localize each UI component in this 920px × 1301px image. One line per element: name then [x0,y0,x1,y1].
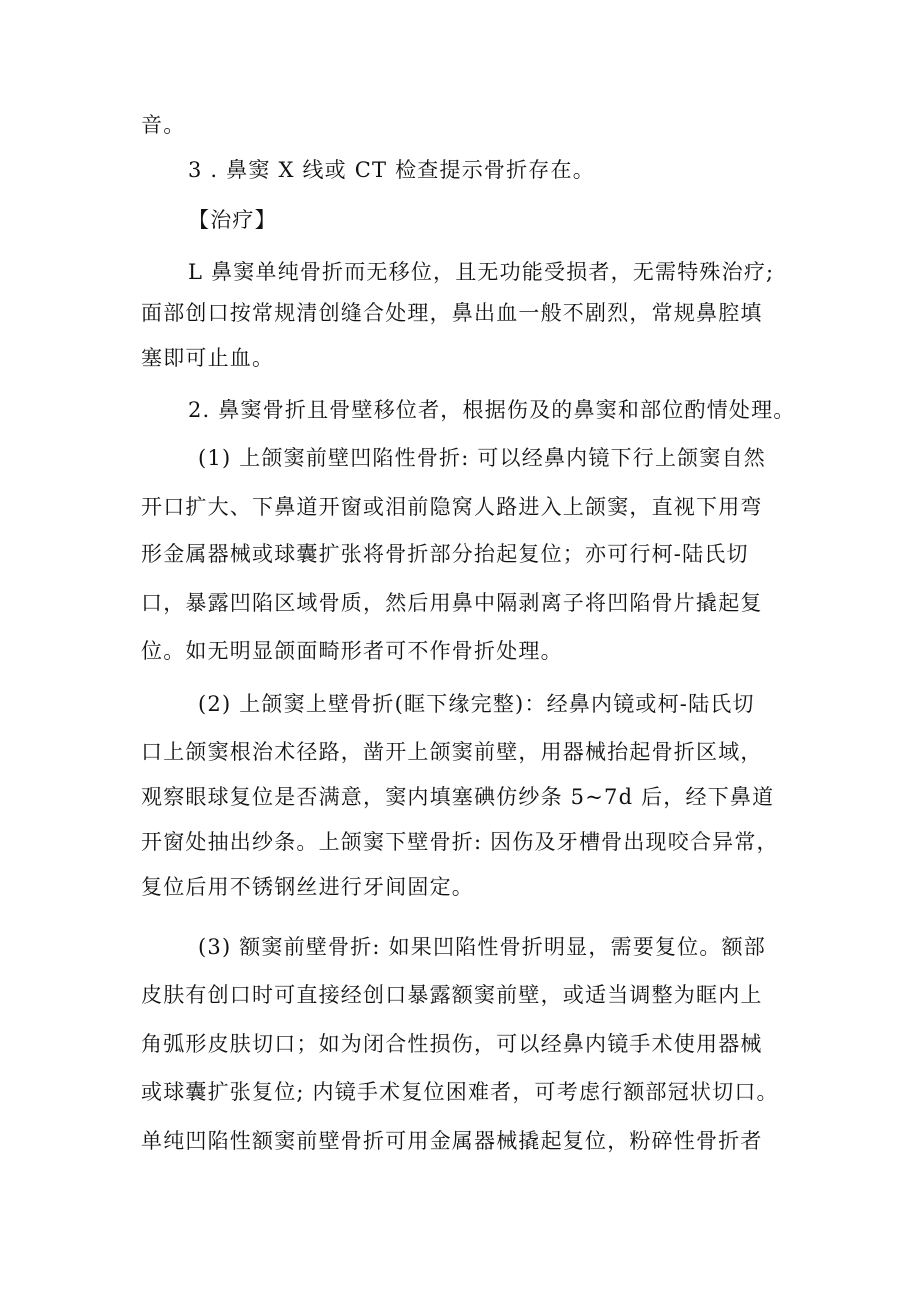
text-line-item-3: (3) 额窦前壁骨折: 如果凹陷性骨折明显，需要复位。额部 [198,935,766,959]
text-line-item-2: (2) 上颌窦上壁骨折(眶下缘完整)：经鼻内镜或柯-陆氏切 [198,692,755,716]
text-line: 口上颌窦根治术径路，凿开上颌窦前壁，用器械抬起骨折区域， [141,740,763,764]
text-line: 角弧形皮肤切口；如为闭合性损伤，可以经鼻内镜手术使用器械 [141,1032,763,1056]
text-line: 口，暴露凹陷区域骨质，然后用鼻中隔剥离子将凹陷骨片撬起复 [141,591,763,615]
text-line: 开窗处抽出纱条。上颌窦下壁骨折: 因伤及牙槽骨出现咬合异常， [141,830,779,854]
text-line-diagnosis-3: 3 . 鼻窦 X 线或 CT 检查提示骨折存在。 [188,158,595,182]
text-line: 塞即可止血。 [141,346,275,370]
text-line-treatment-1: L 鼻窦单纯骨折而无移位，且无功能受损者，无需特殊治疗; [188,260,775,284]
text-line: 或球囊扩张复位; 内镜手术复位困难者，可考虑行额部冠状切口。 [141,1080,779,1104]
section-heading-treatment: 【治疗】 [188,208,277,232]
text-line-treatment-2: 2. 鼻窦骨折且骨壁移位者，根据伤及的鼻窦和部位酌情处理。 [188,398,796,422]
text-line: 位。如无明显颌面畸形者可不作骨折处理。 [141,639,563,663]
text-line: 形金属器械或球囊扩张将骨折部分抬起复位；亦可行柯-陆氏切 [141,542,749,566]
text-line-item-1: (1) 上颌窦前壁凹陷性骨折: 可以经鼻内镜下行上颌窦自然 [198,446,766,470]
text-line: 面部创口按常规清创缝合处理，鼻出血一般不剧烈，常规鼻腔填 [141,301,763,325]
text-line: 观察眼球复位是否满意，窦内填塞碘仿纱条 5~7d 后，经下鼻道 [141,785,775,809]
text-line: 单纯凹陷性额窦前壁骨折可用金属器械撬起复位，粉碎性骨折者 [141,1129,763,1153]
text-line: 皮肤有创口时可直接经创口暴露额窦前壁，或适当调整为眶内上 [141,983,763,1007]
text-line-continuation: 音。 [141,113,186,137]
text-line: 复位后用不锈钢丝进行牙间固定。 [141,875,474,899]
text-line: 开口扩大、下鼻道开窗或泪前隐窝人路进入上颌窦，直视下用弯 [141,495,763,519]
